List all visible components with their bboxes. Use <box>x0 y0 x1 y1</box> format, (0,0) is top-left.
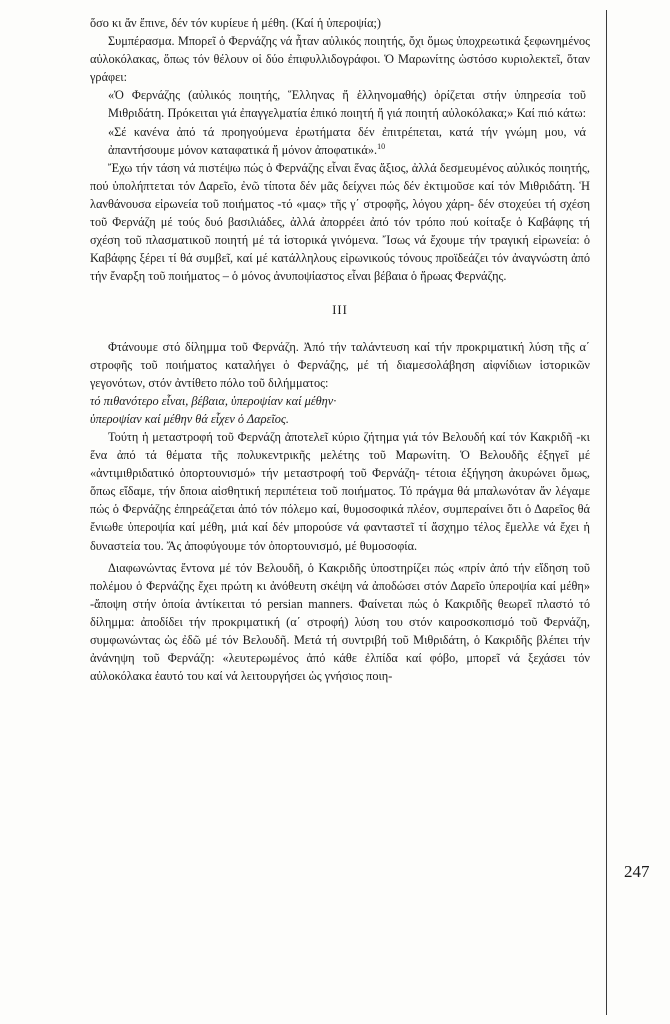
body-text <box>90 14 590 685</box>
verse-line-1: τό πιθανότερο εἶναι, βέβαια, ὑπεροψίαν καί μέθην· <box>90 393 337 408</box>
section-heading: III <box>332 303 348 318</box>
page-number: 247 <box>624 862 650 881</box>
paragraph-conclusion: Συμπέρασμα. Μπορεῖ ὁ Φερνάζης νά ἦταν αὐλικός ποιητής, ὄχι ὅμως ὑποχρεωτικά ξεφωνημένος αὐλοκόλακας, ὅπως τόν θέλουν οἱ δύο ἐπιφυλλιδογράφοι. Ὁ Μαρωνίτης ὡστόσο κυριολεκτεῖ, ὅταν γράφει: <box>90 34 590 85</box>
margin-rule <box>606 10 607 1015</box>
quote-text: «Ὁ Φερνάζης (αὐλικός ποιητής, Ἕλληνας ἤ ἑλληνομαθής) ὁρίζεται στήν ὑπηρεσία τοῦ Μιθριδάτη. Πρόκειται γιά ἐπαγγελματία ἐπικό ποιητή ἤ γιά ποιητή αὐλοκόλακα;» Καί πιό κάτω: «Σέ κανένα ἀπό τά προηγούμενα ἐρωτήματα δέν ἐπιτρέπεται, κατά τήν γνώμη μου, νά ἀπαντήσουμε μόνον καταφατικά ἤ μόνον ἀποφατικά». <box>108 88 586 157</box>
paragraph-dilemma: Φτάνουμε στό δίλημμα τοῦ Φερνάζη. Ἀπό τήν ταλάντευση καί τήν προκριματική λύση τῆς α΄ στροφῆς τοῦ ποιήματος καταλήγει ὁ Φερνάζης, μέ τή διαμεσολάβηση αἰφνίδιων ἱστορικῶν γεγονότων, στόν ἀντίθετο πόλο τοῦ διλήμματος: <box>90 339 590 390</box>
footnote-marker: 10 <box>377 141 386 151</box>
paragraph-reversal: Τούτη ἡ μεταστροφή τοῦ Φερνάζη ἀποτελεῖ κύριο ζήτημα γιά τόν Βελουδή καί τόν Κακριδῆ -κι ἕνα ἀπό τά θέματα τῆς πολυκεντρικῆς μελέτης τοῦ Μαρωνίτη. Ὁ Βελουδῆς ἐξηγεῖ μέ «ἀντιμιθριδατικό ὀπορτουνισμό» τήν μεταστροφή τοῦ Φερνάζη- τέτοια ἐξήγηση ἀκυρώνει ὅμως, ὅπως εἴδαμε, τήν δποια αἰσθητική περιπέτεια τοῦ ποιήματος. Τό πράγμα θά μπαλωνόταν ἄν λέγαμε πώς ὁ Φερνάζης ἐπηρεάζεται ἀπό τόν πόλεμο καί, θυμοσοφικά πλέον, συμπεραίνει ὅτι ὁ Δαρεῖος θά ἔνιωθε ὑπεροψία καί μέθη, μιά καί δέν μπορούσε νά φανταστεῖ τί ἄσχημο τέλος ἔμελλε νά ἔχει ἡ δυναστεία του. Ἄς ἀποφύγουμε τόν ὀπορτουνισμό, μέ θυμοσοφία. <box>90 429 590 553</box>
paragraph-irony: Ἔχω τήν τάση νά πιστέψω πώς ὁ Φερνάζης εἶναι ἕνας ἄξιος, ἀλλά δεσμευμένος αὐλικός ποιητής, πού ὑπολήπτεται τόν Δαρεῖο, ἐνῶ τίποτα δέν μᾶς δείχνει πώς δέν ἐκτιμοῦσε καί τόν Μιθριδάτη. Ἡ λανθάνουσα εἰρωνεία τοῦ ποιήματος -τό «μας» τῆς γ΄ στροφῆς, λόγου χάρη- δέν στοχεύει τή σχέση τοῦ Φερνάζη μέ τούς δυό βασιλιάδες, ἀλλά ἀπορρέει ἀπό τόν τρόπο πού κοίταξε ὁ Καβάφης τή σχέση τοῦ πλασματικοῦ ποιητή μέ τά ἱστορικά γινόμενα. Ἴσως νά ἔχουμε τήν τραγική εἰρωνεία: ὁ Καβάφης ξέρει τί θά συμβεῖ, καί μέ κατάλληλους εἰρωνικούς τόνους προϊδεάζει τόν ἀναγνώστη ἀπό τήν ἔναρξη τοῦ ποιήματος – ὁ μόνος ἀνυποψίαστος εἶναι βέβαια ὁ ἥρωας Φερνάζης. <box>90 160 590 284</box>
paragraph-disagreement: Διαφωνώντας ἔντονα μέ τόν Βελουδῆ, ὁ Κακριδῆς ὑποστηρίζει πώς «πρίν ἀπό τήν εἴδηση τοῦ πολέμου ὁ Φερνάζης ἔχει πρώτη κι ἀνόθευτη σκέψη νά ἀποδώσει στόν Δαρεῖο ὑπεροψία καί μέθη» -ἄποψη στήν ὁποία ἀντίκειται τό persian manners. Φαίνεται πώς ὁ Κακριδῆς θεωρεῖ πλαστό τό δίλημμα: ἀποδίδει τήν προκριματική (α΄ στροφή) λύση του στόν καιροσκοπισμό τοῦ Φερνάζη, συμφωνώντας ὡς ἐδῶ μέ τόν Βελουδῆ. Μετά τή συντριβή τοῦ Μιθριδάτη, ὁ Κακριδῆς βλέπει τήν ἀνάνηψη τοῦ Φερνάζη: «λευτερωμένος ἀπό κάθε ἐλπίδα καί φόβο, μπορεῖ νά ξεχάσει τόν αὐλοκόλακα ἑαυτό του καί νά λειτουργήσει ὡς γνήσιος ποιη- <box>90 560 590 684</box>
block-quote <box>90 86 590 158</box>
opening-line: ὅσο κι ἄν ἔπινε, δέν τόν κυρίευε ἡ μέθη. (Καί ἡ ὑπερoψία;) <box>90 16 382 30</box>
verse-line-2: ὑπεροψίαν καί μέθην θά εἶχεν ὁ Δαρεῖος. <box>90 411 289 426</box>
